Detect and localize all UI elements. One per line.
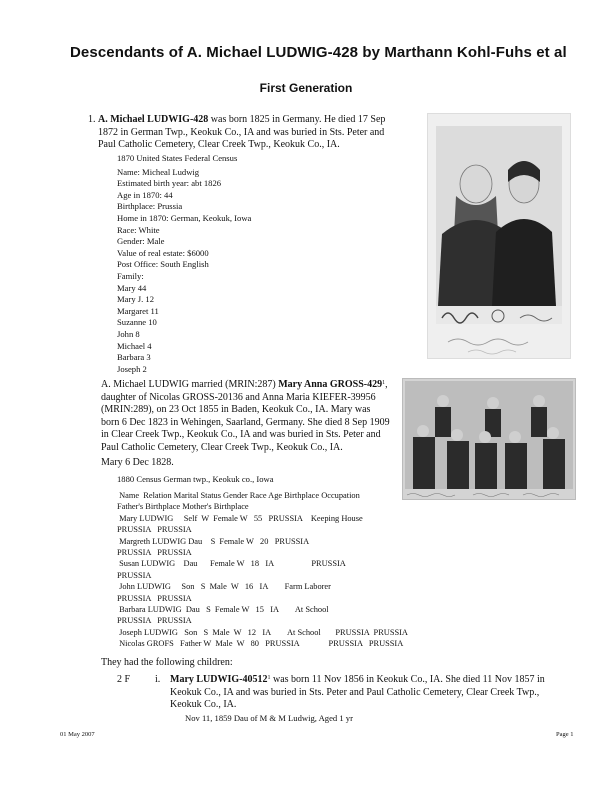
census-1870-line: Joseph 2 — [117, 363, 147, 374]
child-name: Mary LUDWIG-40512 — [170, 674, 268, 685]
child-roman: i. — [155, 674, 161, 685]
child-note: Nov 11, 1859 Dau of M & M Ludwig, Aged 1 yr — [185, 713, 353, 723]
footer-date: 01 May 2007 — [60, 731, 95, 738]
census-1880-row: PRUSSIA PRUSSIA — [117, 525, 192, 535]
census-1870-line: Mary 44 — [117, 282, 147, 293]
census-1870-line: Mary J. 12 — [117, 294, 154, 305]
page-title: Descendants of A. Michael LUDWIG-428 by Marthann Kohl-Fuhs et al — [70, 44, 567, 61]
census-1880-row: PRUSSIA PRUSSIA — [117, 548, 192, 558]
marriage-line: daughter of Nicolas GROSS-20136 and Anna Maria KIEFER-39956 — [101, 391, 376, 403]
marriage-paragraph: A. Michael LUDWIG married (MRIN:287) Mary Anna GROSS-$429^1$, daughter of Nicolas GROSS-20136 and Anna Maria KIEFER-39956 (MRIN:289), on 23 Oct 1855 in Baden, Keokuk Co., IA. Mary was born 6 Dec 1823 in Wehingen, Saarland, Germany. She died 8 Sep 1909 in Clear Creek Twp., Keokuk Co., IA and was buried in Sts. Peter and Paul Catholic Cemetery, Clear Creek Twp., Keokuk Co., IA. — [101, 379, 401, 454]
census-1870 — [117, 153, 417, 375]
census-1880-table — [117, 490, 408, 650]
census-1880-row: Mary LUDWIG Self W Female W 55 PRUSSIA Keeping House — [117, 513, 363, 523]
family-photo — [402, 378, 576, 500]
census-1880-row: Name Relation Marital Status Gender Race Age Birthplace Occupation — [117, 491, 360, 500]
census-1880-row: PRUSSIA — [117, 570, 152, 580]
person-name: A. Michael LUDWIG-428 — [98, 114, 209, 125]
census-1880-row: Joseph LUDWIG Son S Male W 12 IA At School PRUSSIA PRUSSIA — [117, 627, 408, 637]
census-1880-row: PRUSSIA PRUSSIA — [117, 593, 192, 603]
census-1870-line: 1870 United States Federal Census — [117, 153, 238, 163]
census-1870-line: Estimated birth year: abt 1826 — [117, 178, 222, 189]
census-1870-line: Barbara 3 — [117, 352, 151, 363]
generation-heading: First Generation — [259, 81, 353, 95]
entry-1: 1. A. Michael LUDWIG-428 was born 1825 in Germany. He died 17 Sep 1872 in German Twp., Keokuk Co., IA and was buried in Sts. Peter and Paul Catholic Cemetery, Clear Creek Twp., Keokuk Co., IA. — [88, 114, 386, 150]
marriage-note: Mary 6 Dec 1828. — [101, 457, 174, 468]
census-1870-line: Post Office: South English — [117, 259, 209, 270]
census-1870-line: Home in 1870: German, Keokuk, Iowa — [117, 212, 252, 223]
child-entry: Mary LUDWIG-40512$^1$ was born 11 Nov 1856 in Keokuk Co., IA. She died 11 Nov 1857 in Keokuk Co., IA and was buried in Sts. Peter and Paul Catholic Cemetery, Clear Creek Twp., Keokuk Co., IA. — [170, 674, 545, 710]
census-1870-line: Suzanne 10 — [117, 317, 157, 328]
census-1870-line: Michael 4 — [117, 340, 152, 351]
child-number: 2 F — [117, 674, 131, 685]
census-1870-line: Race: White — [117, 224, 160, 235]
portrait-photo — [427, 113, 571, 359]
marriage-line: Paul Catholic Cemetery, Clear Creek Twp., Keokuk Co., IA. — [101, 441, 343, 453]
census-1870-line: Age in 1870: 44 — [117, 189, 173, 200]
census-1870-line: Name: Micheal Ludwig — [117, 166, 200, 177]
census-1880-heading: 1880 Census German twp., Keokuk co., Iowa — [117, 474, 274, 484]
census-1880-row: PRUSSIA PRUSSIA — [117, 616, 192, 626]
census-1880-row: Margreth LUDWIG Dau S Female W 20 PRUSSIA — [117, 536, 310, 546]
marriage-line: in Clear Creek Twp., Keokuk Co., IA and was buried in Sts. Peter and — [101, 429, 381, 440]
census-1880-row: Father's Birthplace Mother's Birthplace — [117, 502, 249, 512]
entry-number: 1. — [88, 114, 96, 125]
spouse-name: Mary Anna GROSS-429 — [278, 379, 383, 390]
census-1880-row: Nicolas GROFS Father W Male W 80 PRUSSIA PRUSSIA PRUSSIA — [117, 639, 404, 649]
marriage-line: born 6 Dec 1823 in Wehingen, Saarland, Germany. She died 8 Sep 1909 — [101, 416, 390, 428]
census-1870-line: Gender: Male — [117, 236, 165, 247]
footer-page: Page 1 — [556, 731, 574, 738]
census-1880-row: John LUDWIG Son S Male W 16 IA Farm Laborer — [117, 582, 331, 592]
census-1880-row: Susan LUDWIG Dau Female W 18 IA PRUSSIA — [117, 559, 346, 569]
census-1870-line: Birthplace: Prussia — [117, 201, 183, 212]
census-1870-line: Margaret 11 — [117, 305, 159, 316]
census-1870-line: John 8 — [117, 328, 140, 339]
marriage-line: (MRIN:289), on 23 Oct 1855 in Baden, Keokuk Co., IA. Mary was — [101, 404, 371, 415]
census-1870-line: Family: — [117, 270, 144, 281]
census-1880-row: Barbara LUDWIG Dau S Female W 15 IA At School — [117, 605, 329, 615]
children-intro: They had the following children: — [101, 657, 233, 668]
census-1870-line: Value of real estate: $6000 — [117, 247, 209, 258]
